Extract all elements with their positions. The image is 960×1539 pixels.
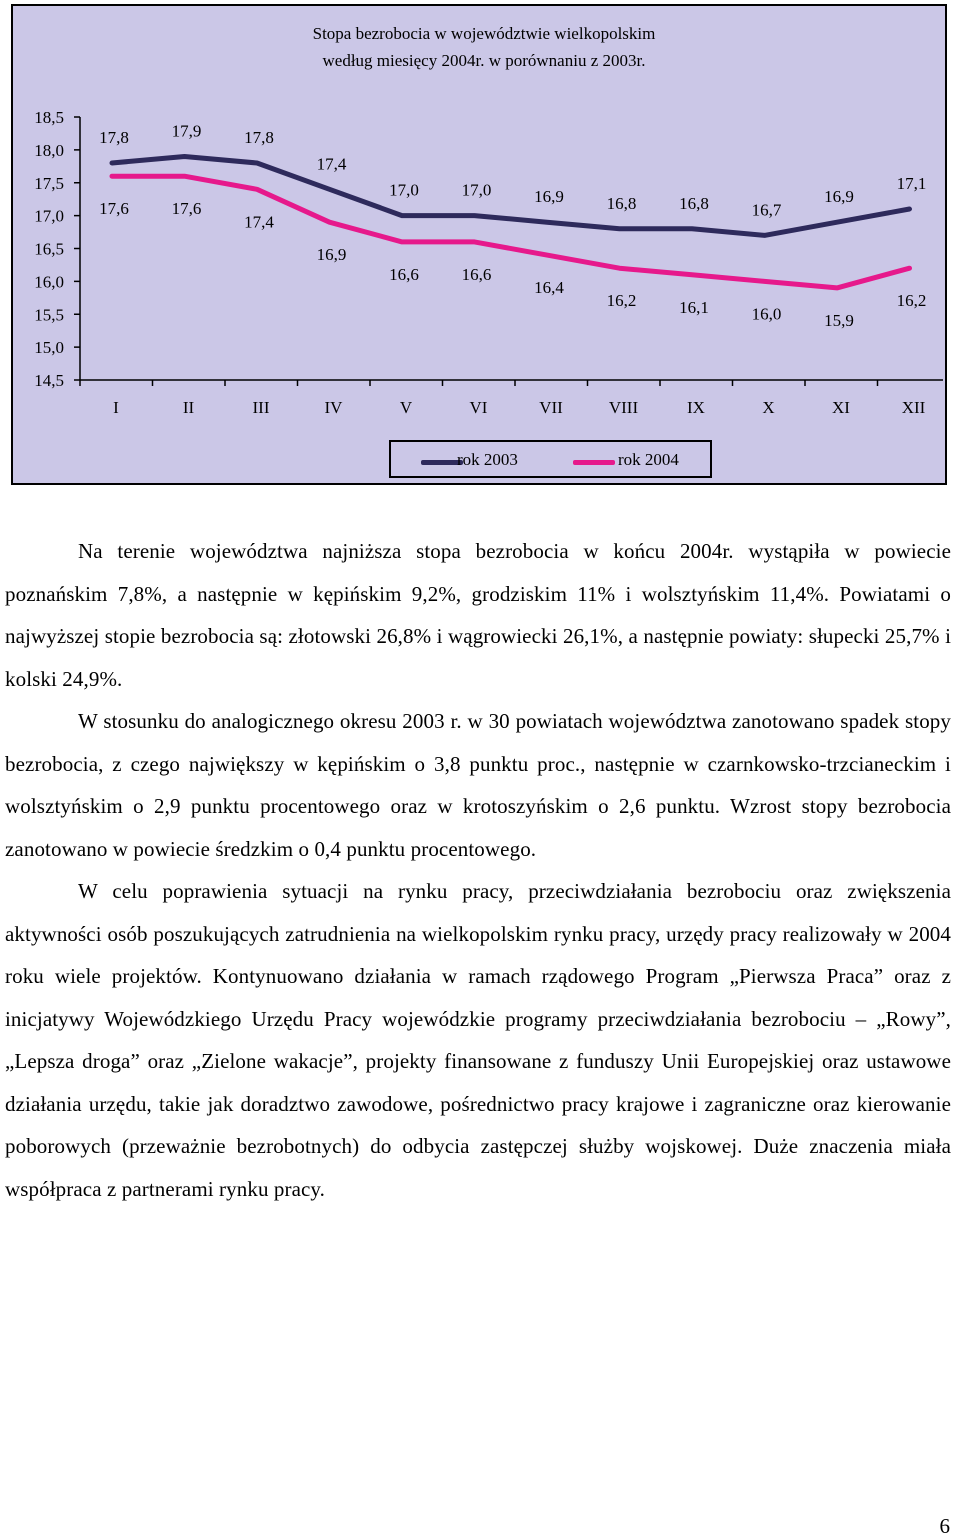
data-label-2003: 17,8 (244, 128, 274, 148)
x-tick-label: VIII (608, 398, 639, 417)
data-label-2004: 16,0 (751, 304, 782, 324)
x-tick-label: XI (832, 398, 850, 417)
y-tick-label: 15,0 (34, 338, 64, 358)
x-tick-label: VII (539, 398, 563, 417)
data-label-2003: 17,0 (389, 180, 419, 200)
data-label-2003: 17,1 (896, 174, 927, 194)
chart-title-line-1: Stopa bezrobocia w województwie wielkopolskim (312, 24, 656, 43)
data-label-2003: 17,9 (171, 121, 202, 141)
y-tick-label: 16,5 (34, 239, 64, 259)
data-labels (99, 121, 926, 330)
x-axis (80, 380, 943, 417)
data-label-2003: 16,9 (824, 187, 854, 207)
chart-legend (389, 440, 712, 478)
data-label-2003: 17,8 (99, 128, 129, 148)
x-tick-label: X (762, 398, 775, 417)
y-tick-label: 17,0 (34, 206, 64, 226)
y-axis (34, 108, 80, 390)
data-label-2003: 16,8 (606, 193, 637, 213)
legend-label-2003: rok 2003 (457, 450, 518, 469)
data-label-2003: 17,0 (461, 180, 492, 200)
legend-swatch-2004 (573, 460, 615, 465)
data-label-2003: 16,7 (751, 200, 782, 220)
data-label-2004: 16,2 (606, 291, 637, 311)
x-tick-label: XII (901, 398, 926, 417)
chart-title-line-2: według miesięcy 2004r. w porównaniu z 2003r. (322, 51, 646, 70)
y-tick-label: 15,5 (34, 305, 64, 325)
series-layer (112, 157, 910, 288)
data-label-2003: 16,9 (534, 187, 564, 207)
y-tick-label: 14,5 (34, 371, 64, 390)
data-label-2004: 16,1 (679, 297, 709, 317)
data-label-2004: 17,4 (244, 212, 274, 232)
x-tick-label: IX (687, 398, 705, 417)
y-tick-label: 18,0 (34, 140, 64, 160)
data-label-2004: 16,2 (896, 291, 927, 311)
data-label-2004: 17,6 (171, 199, 202, 219)
data-label-2003: 17,4 (316, 154, 347, 174)
x-tick-label: II (182, 398, 195, 417)
paragraph-3: W celu poprawienia sytuacji na rynku pracy, przeciwdziałania bezrobociu oraz zwiększenia aktywności osób poszukujących zatrudnienia na wielkopolskim rynku pracy, urzędy pracy realizowały w 2004 roku wiele projektów. Kontynuowano działania w ramach rządowego Program „Pierwsza Praca” oraz z inicjatywy Wojewódzkiego Urzędu Pracy wojewódzkie programy przeciwdziałania bezrobociu – „Rowy”, „Lepsza droga” oraz „Zielone wakacje”, projekty finansowane z funduszy Unii Europejskiej oraz ustawowe działania urzędu, takie jak doradztwo zawodowe, pośrednictwo pracy krajowe i zagraniczne oraz kierowanie poborowych (przeważnie bezrobotnych) do odbycia zastępczej służby wojskowej. Duże znaczenia miała współpraca z partnerami rynku pracy. (5, 879, 951, 1201)
line-chart (0, 0, 960, 490)
article-body (5, 530, 951, 1210)
y-tick-label: 18,5 (34, 108, 64, 127)
legend-label-2004: rok 2004 (618, 450, 679, 469)
page-number: 6 (939, 1514, 950, 1538)
data-label-2004: 17,6 (99, 199, 129, 219)
data-label-2003: 16,8 (679, 193, 709, 213)
data-label-2004: 15,9 (824, 310, 854, 330)
paragraph-2: W stosunku do analogicznego okresu 2003 r. w 30 powiatach województwa zanotowano spadek stopy bezrobocia, z czego największy w kępińskim o 3,8 punktu proc., następnie w czarnkowsko-trzcianeckim i wolsztyńskim o 2,9 punktu procentowego oraz w krotoszyńskim o 2,6 punktu. Wzrost stopy bezrobocia zanotowano w powiecie średzkim o 0,4 punktu procentowego. (5, 709, 951, 861)
x-tick-label: I (113, 398, 119, 417)
paragraph-1: Na terenie województwa najniższa stopa bezrobocia w końcu 2004r. wystąpiła w powiecie poznańskim 7,8%, a następnie w kępińskim 9,2%, grodziskim 11% i wolsztyńskim 11,4%. Powiatami o najwyższej stopie bezrobocia są: złotowski 26,8% i wągrowiecki 26,1%, a następnie powiaty: słupecki 25,7% i kolski 24,9%. (5, 539, 951, 691)
y-tick-label: 17,5 (34, 173, 64, 193)
data-label-2004: 16,6 (389, 264, 419, 284)
data-label-2004: 16,9 (316, 245, 347, 265)
x-tick-label: VI (469, 398, 488, 417)
series-line-2003 (112, 157, 910, 236)
x-tick-label: V (399, 398, 413, 417)
y-tick-label: 16,0 (34, 272, 64, 292)
data-label-2004: 16,4 (534, 278, 564, 298)
data-label-2004: 16,6 (461, 264, 492, 284)
x-tick-label: IV (324, 398, 343, 417)
x-tick-label: III (252, 398, 270, 417)
